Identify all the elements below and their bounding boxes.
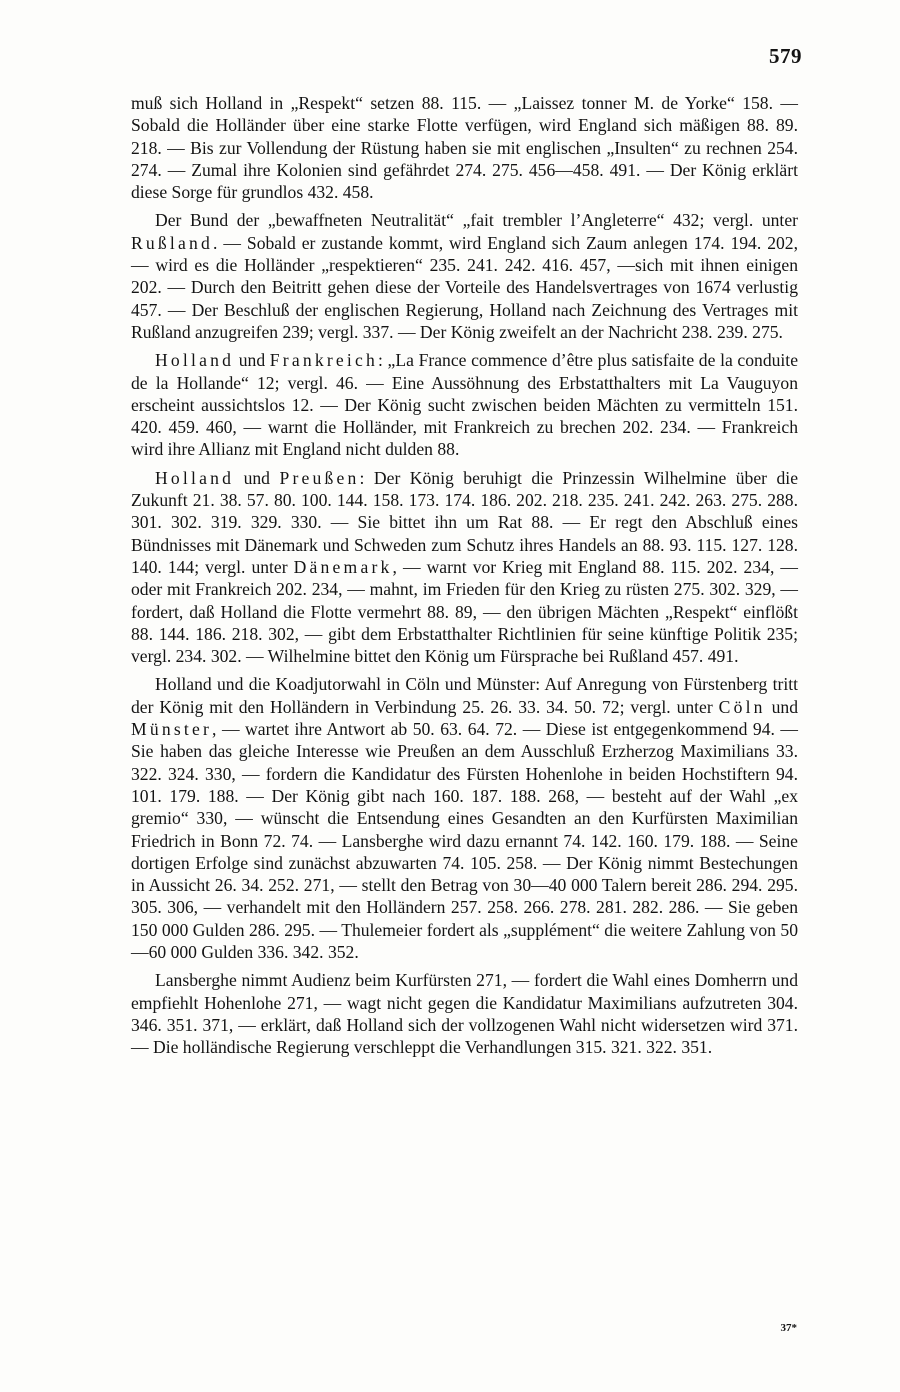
text-run: , — wartet ihre Antwort ab 50. 63. 64. 72. — Diese ist entgegenkommend 94. — Sie haben das gleiche Interesse wie Preußen an dem Ausschluß Erzherzog Maximilians 33. 322. 324. 330, — fordern die Kandidatur des Fürsten Hohenlohe in beiden Hochstiftern 94. 101. 179. 188. — Der König gibt nach 160. 187. 188. 268, — besteht auf der Wahl „ex gremio“ 330, — wünscht die Entsendung eines Gesandten an den Kurfürsten Maximilian Friedrich in Bonn 72. 74. — Lansberghe wird dazu ernannt 74. 142. 160. 179. 188. — Seine dortigen Erfolge sind zunächst abzuwarten 74. 105. 258. — Der König nimmt Bestechungen in Aussicht 26. 34. 252. 271, — stellt den Betrag von 30—40 000 Talern bereit 286. 294. 295. 305. 306, — verhandelt mit den Holländern 257. 258. 266. 278. 281. 282. 286. — Sie geben 150 000 Gulden 286. 295. — Thulemeier fordert als „supplément“ die weitere Zahlung von 50—60 000 Gulden 336. 342. 352. [131, 719, 798, 962]
index-paragraph [131, 349, 798, 460]
index-paragraph [131, 673, 798, 963]
index-paragraph [131, 467, 798, 668]
text-run: Lansberghe nimmt Audienz beim Kurfürsten 271, — fordert die Wahl eines Domherrn und empfiehlt Hohenlohe 271, — wagt nicht gegen die Kandidatur Maximilians aufzutreten 304. 346. 351. 371, — erklärt, daß Holland sich der vollzogenen Wahl nicht widersetzen wird 371. — Die holländische Regierung verschleppt die Verhandlungen 315. 321. 322. 351. [131, 970, 798, 1058]
spaced-keyword: Rußland [131, 232, 214, 253]
index-text-block [131, 92, 798, 1064]
spaced-keyword: Frankreich [269, 350, 379, 371]
index-paragraph [131, 209, 798, 343]
text-run: und [234, 467, 280, 488]
page-number: 579 [769, 44, 802, 68]
index-paragraph [131, 92, 798, 203]
text-run: , — warnt vor Krieg mit England 88. 115. 202. 234, — oder mit Frankreich 202. 234, — mahnt, im Frieden für den Krieg zu rüsten 275. 302. 329, — fordert, daß Holland die Flotte vermehrt 88. 89, — den übrigen Mächten „Respekt“ einflößt 88. 144. 186. 218. 302, — gibt dem Erbstatthalter Richtlinien für seine künftige Politik 235; vergl. 234. 302. — Wilhelmine bittet den König um Fürsprache bei Rußland 457. 491. [131, 556, 798, 667]
text-run: und [765, 696, 799, 717]
text-run: muß sich Holland in „Respekt“ setzen 88. 115. — „Laissez tonner M. de Yorke“ 158. — Sobald die Holländer über eine starke Flotte verfügen, wird England sich mäßigen 88. 89. 218. — Bis zur Vollendung der Rüstung haben sie mit englischen „Insulten“ zu rechnen 254. 274. — Zumal ihre Kolonien sind gefährdet 274. 275. 456—458. 491. — Der König erklärt diese Sorge für grundlos 432. 458. [131, 93, 798, 203]
spaced-keyword: Cöln [718, 696, 766, 717]
spaced-keyword: Münster [131, 719, 213, 740]
text-run: Holland und die Koadjutorwahl in Cöln und Münster: Auf Anregung von Fürstenberg tritt der König mit den Holländern in Verbindung 25. 26. 33. 34. 50. 72; vergl. unter [131, 674, 798, 717]
spaced-keyword: Holland [155, 467, 235, 488]
text-run: Der Bund der „bewaffneten Neutralität“ „fait trembler l’Angleterre“ 432; vergl. unter [155, 210, 798, 231]
spaced-keyword: Preußen [279, 467, 360, 488]
text-run: : „La France commence d’être plus satisfaite de la conduite de la Hollande“ 12; vergl. 46. — Eine Aussöhnung des Erbstatthalters mit La Vauguyon erscheint aussichtslos 12. — Der König sucht zwischen beiden Mächten zu vermitteln 151. 420. 459. 460, — warnt die Holländer, mit Frankreich zu brechen 202. 234. — Frankreich wird ihre Allianz mit England nicht dulden 88. [131, 350, 799, 460]
index-paragraph [131, 969, 798, 1058]
text-run: . — Sobald er zustande kommt, wird England sich Zaum anlegen 174. 194. 202, — wird es die Holländer „respektieren“ 235. 241. 242. 416. 457, —sich mit ihnen einigen 202. — Durch den Beitritt gehen diese der Vorteile des Handelsvertrages von 1674 verlustig 457. — Der Beschluß der englischen Regierung, Holland nach Zeichnung des Vertrages mit Rußland anzugreifen 239; vergl. 337. — Der König zweifelt an der Nachricht 238. 239. 275. [131, 232, 798, 342]
text-run: : Der König beruhigt die Prinzessin Wilhelmine über die Zukunft 21. 38. 57. 80. 100. 144. 158. 173. 174. 186. 202. 218. 235. 241. 242. 263. 275. 288. 301. 302. 319. 329. 330. — Sie bittet ihn um Rat 88. — Er regt den Abschluß eines Bündnisses mit Dänemark und Schweden zum Schutz ihres Handels an 88. 93. 115. 127. 128. 140. 144; vergl. unter [131, 467, 799, 577]
spaced-keyword: Holland [155, 350, 235, 371]
spaced-keyword: Dänemark [293, 556, 393, 577]
printer-signature-mark: 37* [780, 1322, 797, 1334]
text-run: und [234, 350, 270, 371]
